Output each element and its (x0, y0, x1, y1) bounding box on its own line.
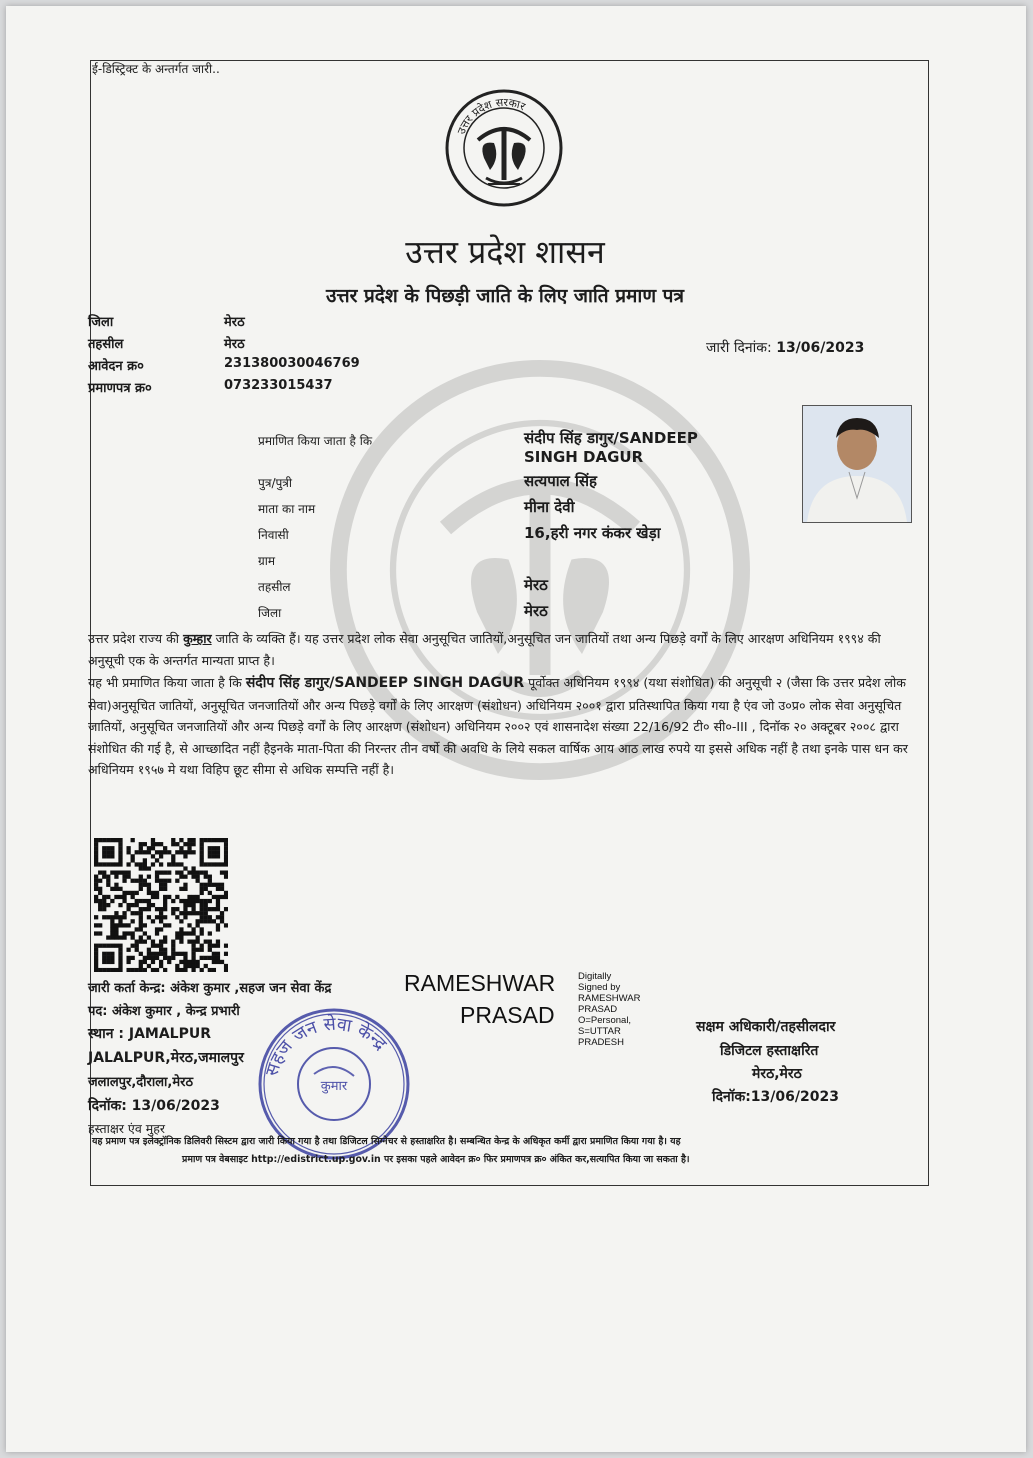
person-tehsil-value: मेरठ (524, 576, 548, 594)
caste-paragraph-end: जाति के व्यक्ति हैं। यह उत्तर प्रदेश लोक सेवा अनुसूचित जातियों,अनुसूचित जन जातियों तथा अन्य पिछड़े वर्गों के लिए आरक्षण अधिनियम १९९४ की अनुसूची एक के अन्तर्गत मान्यता प्राप्त है। (88, 631, 881, 668)
footer-line1: यह प्रमाण पत्र इलेक्ट्रॉनिक डिलिवरी सिस्टम द्वारा जारी किया गया है तथा डिजिटल सिग्नेचर से हस्ताक्षरित है। सम्बन्धित केन्द्र के अधिकृत कर्मी द्वारा प्रमाणित किया गया है। यह (92, 1136, 681, 1147)
applicant-name-line2: SINGH DAGUR (524, 448, 644, 466)
applicant-name-line1: संदीप सिंह डागुर/SANDEEP (524, 429, 698, 447)
up-government-emblem-icon (444, 88, 564, 208)
signature-detail-line: PRASAD (578, 1004, 618, 1015)
resident-label: निवासी (258, 528, 289, 542)
authority-title: सक्षम अधिकारी/तहसीलदार (696, 1019, 836, 1035)
district-value: मेरठ (224, 315, 245, 330)
applicant-photo (802, 405, 912, 523)
application-number-label: आवेदन क्र० (88, 359, 144, 374)
caste-name: कुम्हार (183, 631, 212, 646)
father-value: सत्यपाल सिंह (524, 472, 597, 490)
signature-detail-line: S=UTTAR (578, 1026, 621, 1037)
resident-value: 16,हरी नगर कंकर खेड़ा (524, 524, 661, 542)
authority-date: दिनॉक:13/06/2023 (712, 1089, 839, 1105)
emblem-ring-text: उत्तर प्रदेश सरकार (454, 95, 528, 137)
digital-signature-details (578, 971, 640, 1048)
tehsil-label: तहसील (88, 337, 124, 352)
digital-signature-name-line2: PRASAD (460, 1002, 555, 1028)
mother-value: मीना देवी (524, 498, 575, 516)
caste-paragraph (88, 628, 908, 671)
certified-label: प्रमाणित किया जाता है कि (258, 434, 373, 448)
person-district-label: जिला (258, 606, 282, 620)
signature-detail-line: PRADESH (578, 1037, 624, 1048)
issue-date-value: 13/06/2023 (776, 340, 865, 356)
sign-and-seal-label: हस्ताक्षर एंव मुहर (88, 1121, 165, 1136)
signature-detail-line: O=Personal, (578, 1015, 632, 1026)
issued-under-text: ई-डिस्ट्रिक्ट के अन्तर्गत जारी.. (92, 62, 220, 76)
caste-paragraph-start: उत्तर प्रदेश राज्य की (88, 631, 180, 646)
father-label: पुत्र/पुत्री (258, 476, 293, 490)
footer-line2: प्रमाण पत्र वेबसाइट http://edistrict.up.gov.in पर इसका पहले आवेदन क्र० फिर प्रमाणपत्र क्र० अंकित कर,सत्यापित किया जा सकता है। (182, 1154, 690, 1165)
stamp-ring-text: सहज जन सेवा केन्द्र (261, 1013, 391, 1079)
person-tehsil-label: तहसील (258, 580, 291, 594)
issuer-center: जारी कर्ता केन्द्र: अंकेश कुमार ,सहज जन सेवा केंद्र (88, 981, 332, 996)
issue-date-label: जारी दिनांक: (706, 340, 772, 356)
certification-paragraph-start: यह भी प्रमाणित किया जाता है कि (88, 675, 242, 690)
certificate-number-value: 073233015437 (224, 378, 333, 393)
government-title: उत्तर प्रदेश शासन (405, 233, 605, 271)
issue-date (706, 338, 864, 357)
digital-signature-name-line1: RAMESHWAR (404, 970, 556, 996)
certification-name: संदीप सिंह डागुर/SANDEEP SINGH DAGUR (245, 675, 525, 691)
signature-detail-line: RAMESHWAR (578, 993, 641, 1004)
certification-paragraph (88, 672, 908, 781)
certificate-title: उत्तर प्रदेश के पिछड़ी जाति के लिए जाति प्रमाण पत्र (326, 285, 684, 307)
tehsil-value: मेरठ (224, 337, 245, 352)
signature-detail-line: Digitally (578, 971, 612, 982)
certification-paragraph-end: पूर्वोक्त अधिनियम १९९४ (यथा संशोधित) की अनुसूची २ (जैसा कि उत्तर प्रदेश लोक सेवा)अनुसूचित जातियों, अनुसूचित जनजातियों और अन्य पिछड़े वर्गों के लिए आरक्षण (संशोधन) अधिनियम २००१ द्वारा प्रतिस्थापित किया गया है एंव जो उ०प्र० लोक सेवा अनुसूचित जातियों, अनुसूचित जनजातियों और अन्य पिछड़े वर्गों के लिए आरक्षण (संशोधन) अधिनियम २००२ एवं शासनादेश संख्या 22/16/92 टी० सी०-III , दिनॉक २० अक्टूबर २००८ द्वारा संशोधित की गई है, से आच्छादित नहीं हैइनके माता-पिता की निरन्तर तीन वर्षो की अवधि के लिये सकल वार्षिक आय आठ लाख रुपये या इससे अधिक नहीं है तथा इनके पास धन कर अधिनियम १९५७ मे यथा विहिप छूट सीमा से अधिक सम्पत्ति नहीं है। (88, 675, 908, 777)
district-label: जिला (88, 315, 114, 330)
issuer-place-line2: JALALPUR,मेरठ,जमालपुर (88, 1050, 244, 1066)
stamp-inner-text: कुमार (320, 1079, 348, 1094)
certificate-number-label: प्रमाणपत्र क्र० (88, 381, 152, 396)
application-number-value: 231380030046769 (224, 356, 360, 371)
issuer-post: पद: अंकेश कुमार , केन्द्र प्रभारी (88, 1004, 240, 1019)
signature-detail-line: Signed by (578, 982, 621, 993)
village-label: ग्राम (258, 554, 276, 568)
qr-code (94, 838, 228, 972)
person-district-value: मेरठ (524, 602, 548, 620)
authority-digital-signed: डिजिटल हस्ताक्षरित (720, 1043, 819, 1059)
authority-place: मेरठ,मेरठ (752, 1066, 802, 1082)
issuer-place-line3: जलालपुर,दौराला,मेरठ (88, 1075, 193, 1090)
mother-label: माता का नाम (258, 502, 316, 516)
issuer-place-line1: स्थान : JAMALPUR (88, 1026, 211, 1042)
issuer-date: दिनॉक: 13/06/2023 (88, 1098, 220, 1114)
